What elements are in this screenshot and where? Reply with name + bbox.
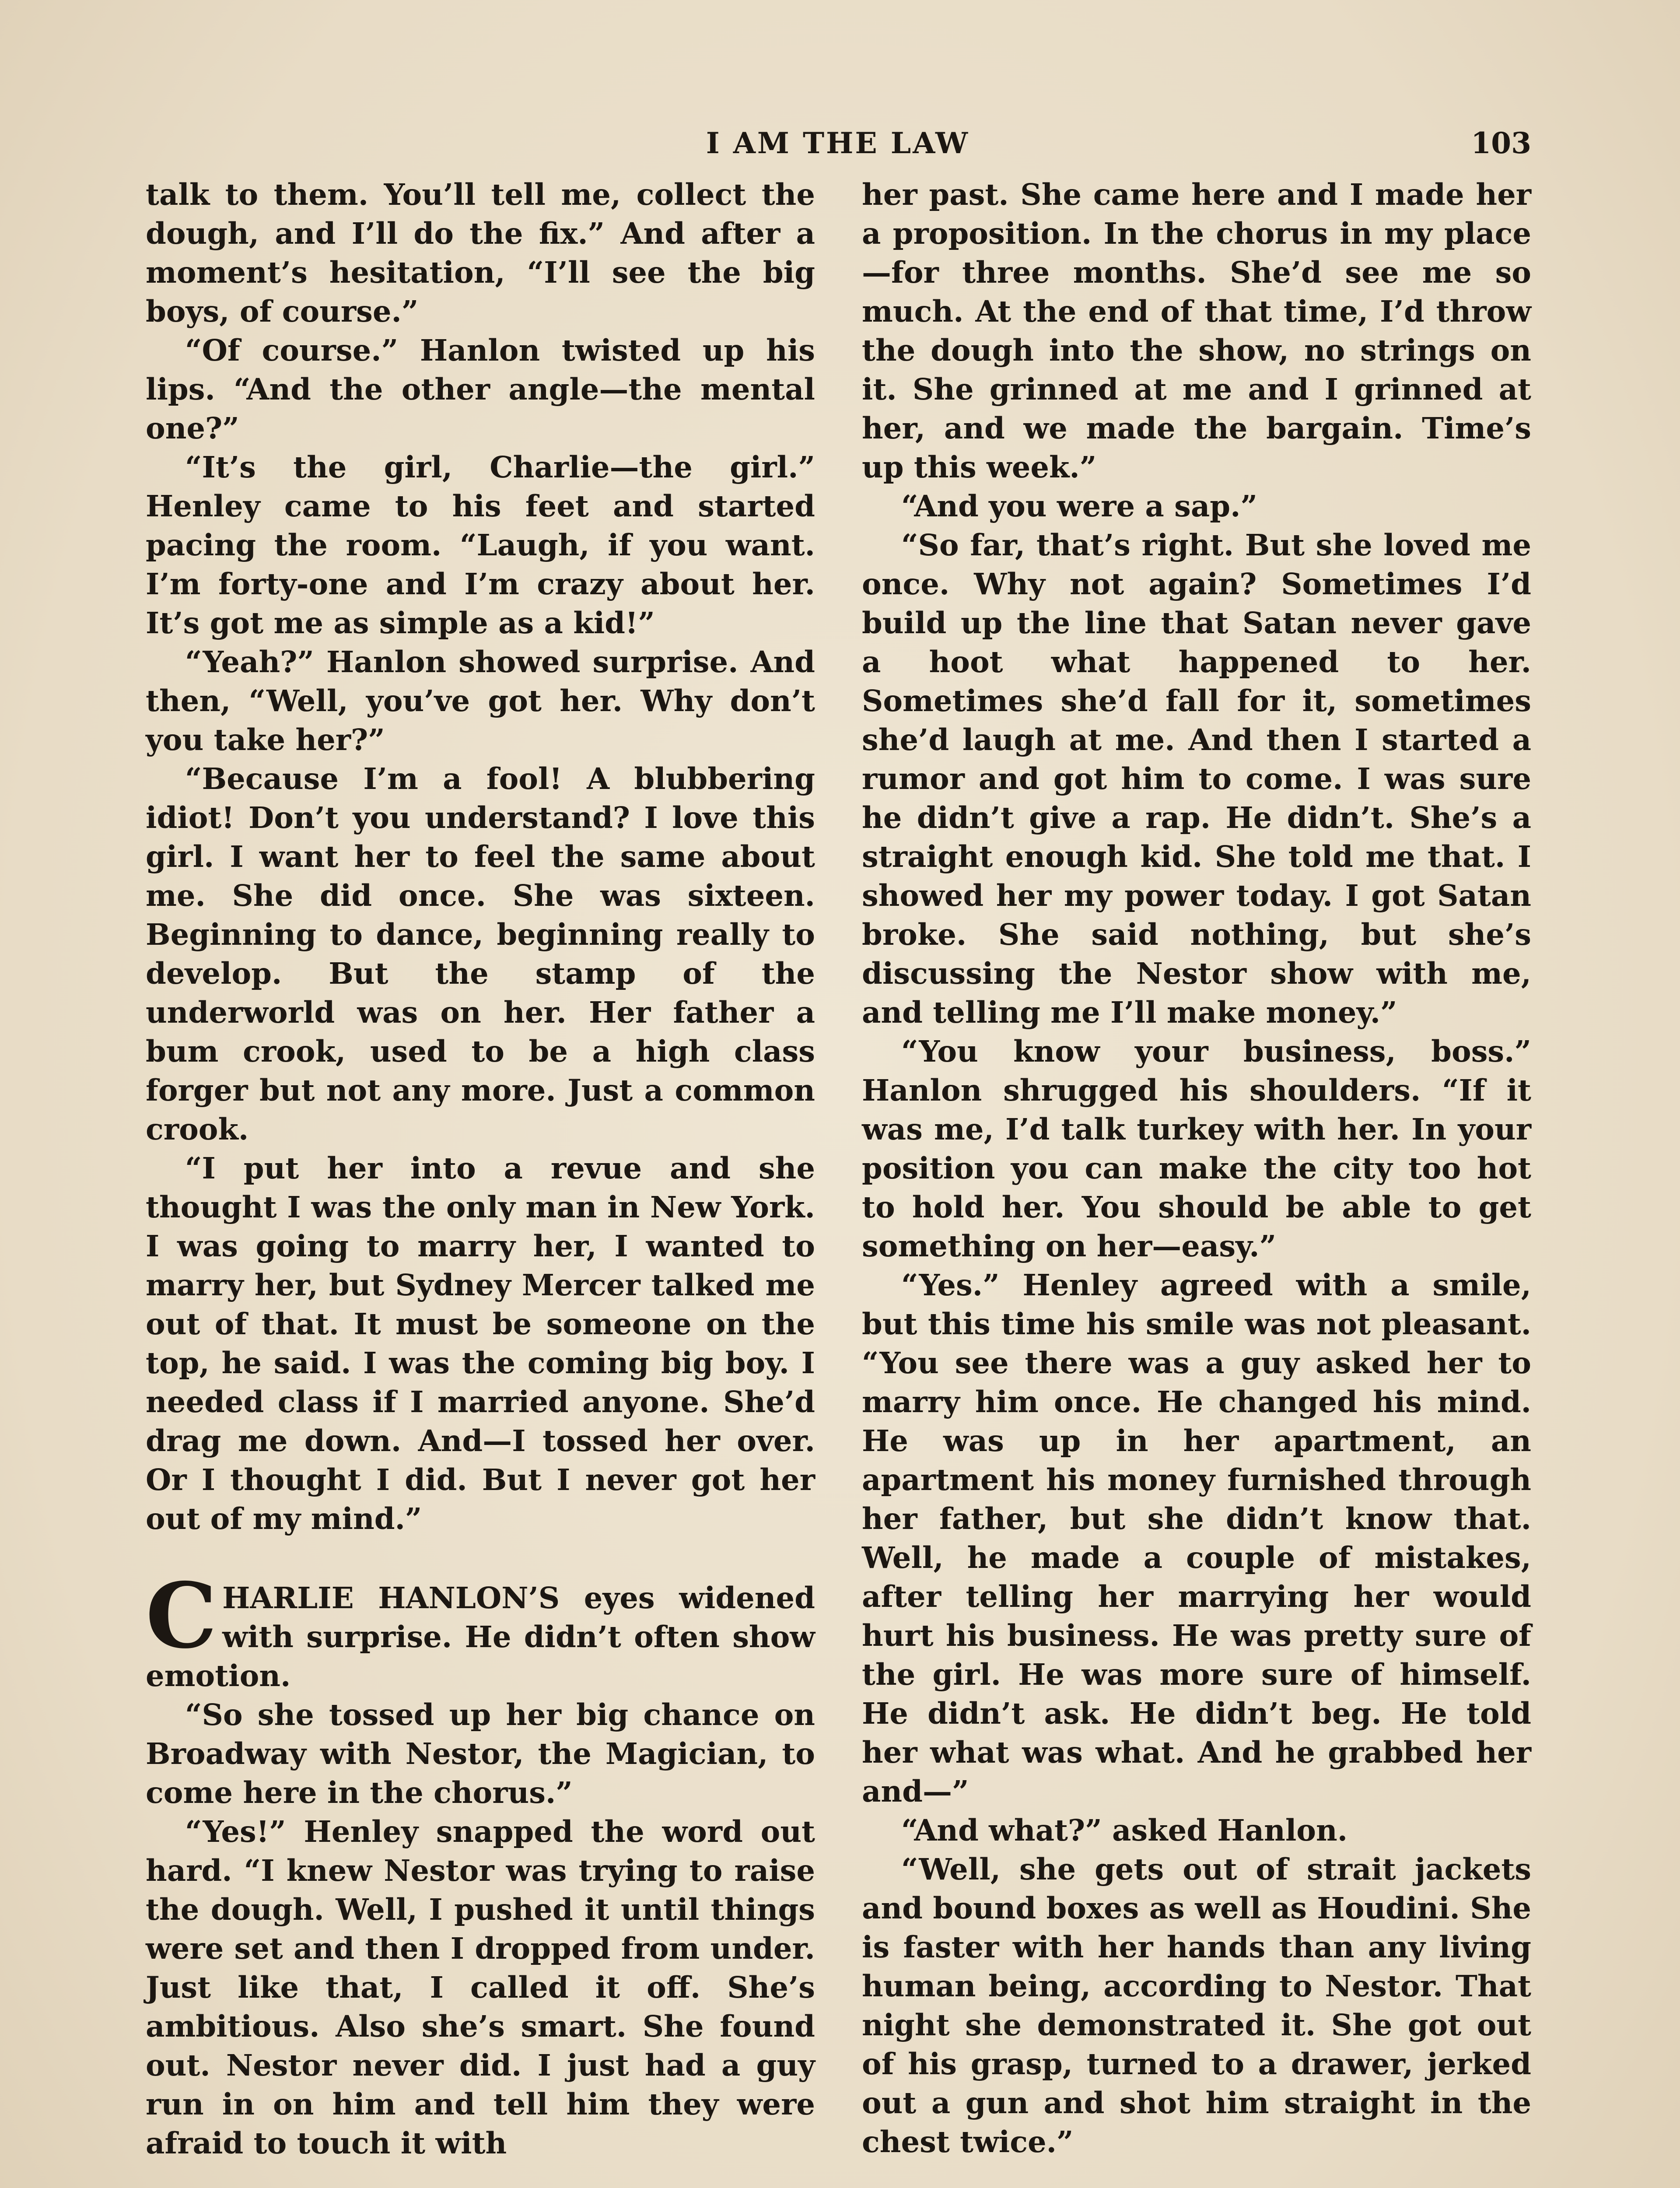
paragraph: “Yeah?” Hanlon showed surprise. And then, “Well, you’ve got her. Why don’t you take her?” [146,645,815,757]
paragraph: “You know your business, boss.” Hanlon shrugged his shoulders. “If it was me, I’d talk turkey with her. In your position you can make the city too hot to hold her. You should be able to get something on her—easy.” [862,1034,1531,1263]
paragraph: talk to them. You’ll tell me, collect the dough, and I’ll do the fix.” And after a moment’s hesitation, “I’ll see the big boys, of course.” [146,177,815,329]
paragraph: “It’s the girl, Charlie—the girl.” Henley came to his feet and started pacing the room. “Laugh, if you want. I’m forty-one and I’m crazy about her. It’s got me as simple as a kid!” [146,450,815,640]
paragraph: “So she tossed up her big chance on Broadway with Nestor, the Magician, to come here in the chorus.” [146,1697,815,1810]
paragraph: “I put her into a revue and she thought I was the only man in New York. I was going to marry her, I wanted to marry her, but Sydney Mercer talked me out of that. It must be someone on the top, he said. I was the coming big boy. I needed class if I married anyone. She’d drag me down. And—I tossed her over. Or I thought I did. But I never got her out of my mind.” [146,1151,815,1536]
paragraph: “And you were a sap.” [901,489,1257,523]
page-header [144,126,1531,174]
paragraph: “Yes!” Henley snapped the word out hard. “I knew Nestor was trying to raise the dough. Well, I pushed it until things were set and then I dropped from under. Just like that, I called it off. She’s ambitious. Also she’s smart. She found out. Nestor never did. I just had a guy run in on him and tell him they were afraid to touch it with [146,1814,815,2160]
left-column [146,175,815,2188]
paragraph: “Yes.” Henley agreed with a smile, but this time his smile was not pleasant. “You see there was a guy asked her to marry him once. He changed his mind. He was up in her apartment, an apartment his money furnished through her father, but she didn’t know that. Well, he made a couple of mistakes, after telling her marrying her would hurt his business. He was pretty sure of the girl. He was more sure of himself. He didn’t ask. He didn’t beg. He told her what was what. And he grabbed her and—” [862,1268,1531,1809]
paragraph: “Because I’m a fool! A blubbering idiot! Don’t you understand? I love this girl. I want her to feel the same about me. She did once. She was sixteen. Beginning to dance, beginning really to develop. But the stamp of the underworld was on her. Her father a bum crook, used to be a high class forger but not any more. Just a common crook. [146,761,815,1147]
section-opening-paragraph [146,1564,815,1695]
paragraph: “So far, that’s right. But she loved me once. Why not again? Sometimes I’d build up the line that Satan never gave a hoot what happened to her. Sometimes she’d fall for it, sometimes she’d laugh at me. And then I started a rumor and got him to come. I was sure he didn’t give a rap. He didn’t. She’s a straight enough kid. She told me that. I showed her my power today. I got Satan broke. She said nothing, but she’s discussing the Nestor show with me, and telling me I’ll make money.” [862,528,1531,1030]
drop-cap-continuation: with surprise. He didn’t often show emotion. [146,1620,815,1693]
running-title: I AM THE LAW [706,126,970,160]
paragraph: her past. She came here and I made her a proposition. In the chorus in my place—for three months. She’d see me so much. At the end of that time, I’d throw the dough into the show, no strings on it. She grinned at me and I grinned at her, and we made the bargain. Time’s up this week.” [862,177,1531,484]
paragraph: “And what?” asked Hanlon. [901,1813,1348,1848]
paragraph: “Well, she gets out of strait jackets and bound boxes as well as Houdini. She is faster with her hands than any living human being, according to Nestor. That night she demonstrated it. She got out of his grasp, turned to a drawer, jerked out a gun and shot him straight in the chest twice.” [862,1852,1531,2159]
drop-cap: C [146,1564,217,1669]
paragraph: “Of course.” Hanlon twisted up his lips. “And the other angle—the mental one?” [146,333,815,445]
drop-cap-line: HARLIE HANLON’S eyes widened [222,1581,815,1615]
right-column [862,175,1531,2188]
page-number: 103 [1471,126,1531,160]
